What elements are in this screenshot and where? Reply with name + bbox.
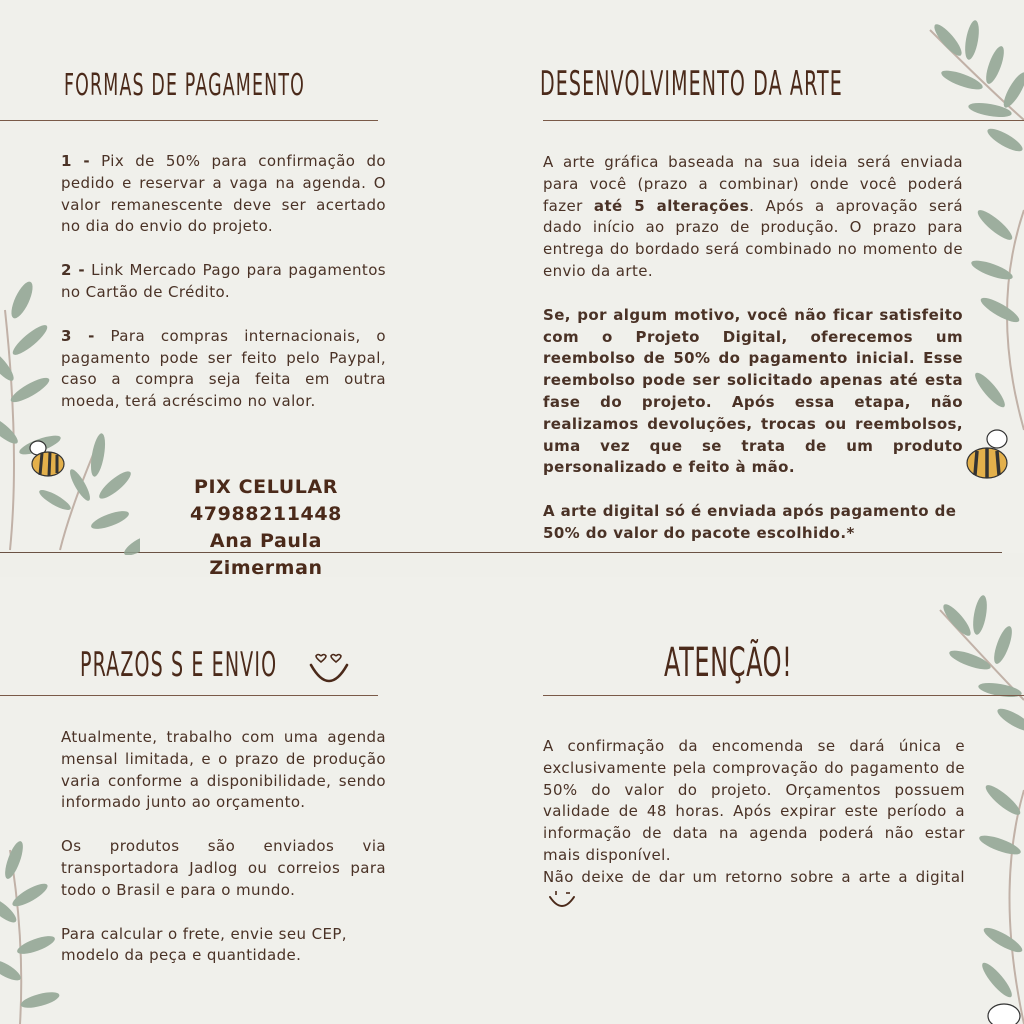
section-title-art: DESENVOLVIMENTO DA ARTE [540, 64, 843, 104]
attention-paragraph-2: Não deixe de dar um retorno sobre a arte a digital [543, 867, 965, 912]
payment-body [61, 151, 386, 435]
pix-label: PIX CELULAR [193, 476, 339, 498]
attention-body [543, 736, 965, 933]
payment-item-2: 2 - Link Mercado Pago para pagamentos no Cartão de Crédito. [61, 261, 386, 301]
art-body [543, 152, 963, 567]
section-title-payment: FORMAS DE PAGAMENTO [64, 68, 305, 103]
pix-number: 47988211448 [189, 503, 343, 525]
section-title-deadlines: PRAZOS S E ENVIO [80, 645, 278, 685]
title-rule [543, 120, 1024, 121]
pix-block [150, 474, 382, 582]
art-paragraph-1: A arte gráfica baseada na sua ideia será enviada para você (prazo a combinar) onde você poderá fazer até 5 alterações. Após a aprovação será dado início ao prazo de produção. O prazo para entrega do bordado será combinado no momento de envio da arte. [543, 153, 963, 280]
art-paragraph-3: A arte digital só é enviada após pagamento de 50% do valor do pacote escolhido.* [543, 502, 957, 542]
title-rule [543, 695, 1024, 696]
smiley-icon [308, 651, 350, 687]
deadlines-paragraph-2: Os produtos são enviados via transportadora Jadlog ou correios para todo o Brasil e para o mundo. [61, 837, 386, 899]
title-rule [0, 695, 378, 696]
attention-paragraph-1: A confirmação da encomenda se dará única e exclusivamente pela comprovação do pagamento de 50% do valor do projeto. Orçamentos possuem validade de 48 horas. Após expirar este período a informação de data na agenda poderá não estar mais disponível. [543, 737, 965, 864]
deadlines-body [61, 727, 386, 989]
pix-name: Ana Paula Zimerman [209, 530, 323, 579]
bee-icon [984, 1000, 1024, 1024]
bee-icon [24, 440, 68, 480]
section-title-attention: ATENÇÃO! [664, 640, 793, 686]
deadlines-paragraph-3: Para calcular o frete, envie seu CEP, modelo da peça e quantidade. [61, 924, 347, 965]
payment-item-1: 1 - Pix de 50% para confirmação do pedido e reservar a vaga na agenda. O valor remanescente deve ser acertado no dia do envio do projeto. [61, 152, 386, 236]
bee-icon [963, 427, 1013, 483]
payment-item-3: 3 - Para compras internacionais, o pagamento pode ser feito pelo Paypal, caso a compra seja feita em outra moeda, terá acréscimo no valor. [61, 326, 387, 411]
leaf-branch-icon [0, 840, 60, 1024]
smiley-icon [547, 889, 577, 909]
title-rule [0, 120, 378, 121]
deadlines-paragraph-1: Atualmente, trabalho com uma agenda mensal limitada, e o prazo de produção varia conforme a disponibilidade, sendo informado junto ao orçamento. [61, 728, 386, 812]
art-paragraph-2: Se, por algum motivo, você não ficar satisfeito com o Projeto Digital, oferecemos um reembolso de 50% do pagamento inicial. Esse reembolso pode ser solicitado apenas até esta fase do projeto. Após essa etapa, não realizamos devoluções, trocas ou reembolsos, uma vez que se trata de um produto personalizado e feito à mão. [543, 305, 963, 477]
